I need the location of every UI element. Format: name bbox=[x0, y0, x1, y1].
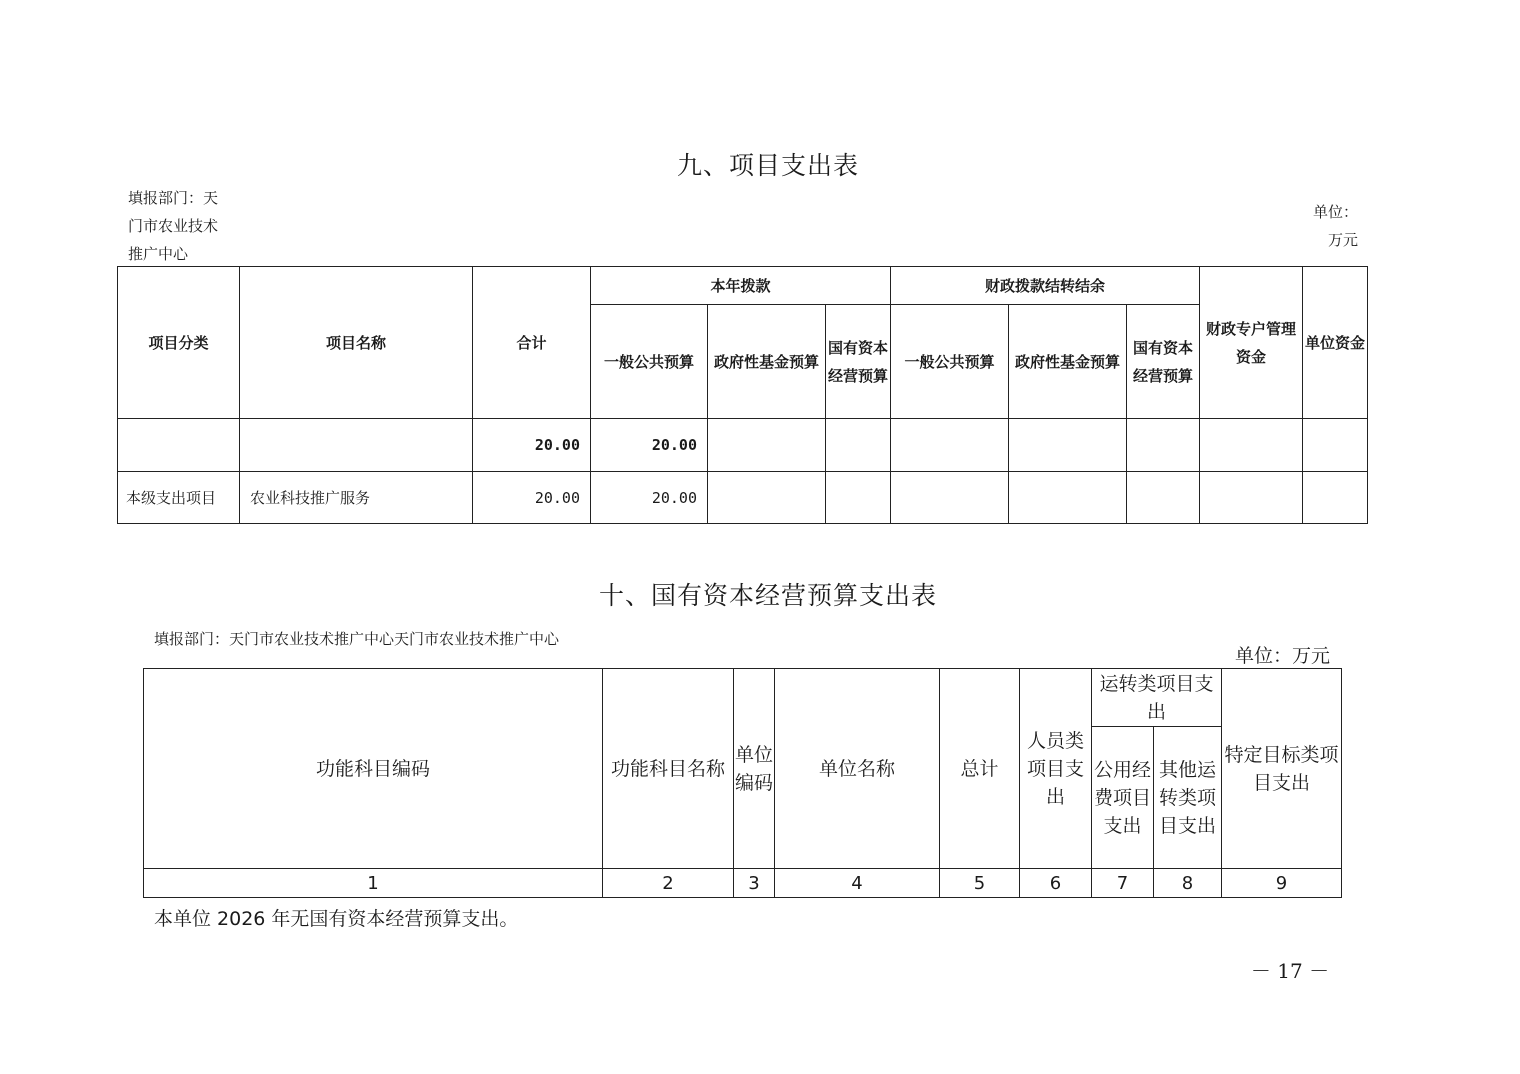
state-capital-expense-table bbox=[143, 668, 1342, 898]
row-cell bbox=[891, 419, 1009, 472]
header-func-name: 功能科目名称 bbox=[603, 669, 734, 869]
section9-dept-line3: 推广中心 bbox=[128, 245, 189, 263]
index-cell: 5 bbox=[940, 869, 1020, 898]
index-cell: 3 bbox=[734, 869, 775, 898]
section9-unit-line1: 单位： bbox=[1312, 203, 1358, 221]
section9-dept bbox=[128, 184, 248, 268]
row-category: 本级支出项目 bbox=[118, 472, 240, 524]
row-total: 20.00 bbox=[473, 419, 591, 472]
header-special-target: 特定目标类项目支出 bbox=[1222, 669, 1342, 869]
row-cell bbox=[1009, 419, 1127, 472]
section9-unit bbox=[1290, 198, 1358, 254]
section10-note: 本单位 2026 年无国有资本经营预算支出。 bbox=[154, 908, 519, 930]
section9-unit-line2: 万元 bbox=[1327, 231, 1358, 249]
row-category bbox=[118, 419, 240, 472]
section10-title: 十、国有资本经营预算支出表 bbox=[598, 581, 937, 610]
section10-dept: 填报部门：天门市农业技术推广中心天门市农业技术推广中心 bbox=[154, 630, 560, 648]
header-public-expense: 公用经费项目支出 bbox=[1092, 727, 1154, 869]
row-cell bbox=[1200, 472, 1303, 524]
index-cell: 2 bbox=[603, 869, 734, 898]
header-current-year: 本年拨款 bbox=[591, 267, 891, 305]
header-category: 项目分类 bbox=[118, 267, 240, 419]
section9-dept-line1: 填报部门：天 bbox=[128, 189, 219, 207]
header-special-fund: 财政专户管理资金 bbox=[1200, 267, 1303, 419]
row-cell bbox=[708, 472, 826, 524]
section9-title: 九、项目支出表 bbox=[676, 151, 859, 180]
header-unit-name: 单位名称 bbox=[775, 669, 940, 869]
header-func-code: 功能科目编码 bbox=[144, 669, 603, 869]
header-gov-fund: 政府性基金预算 bbox=[708, 305, 826, 419]
section9-dept-line2: 门市农业技术 bbox=[128, 217, 219, 235]
index-row bbox=[144, 869, 1342, 898]
page-number: － 17 － bbox=[1250, 959, 1330, 983]
row-cell bbox=[1009, 472, 1127, 524]
header-unit-fund: 单位资金 bbox=[1303, 267, 1368, 419]
row-total: 20.00 bbox=[473, 472, 591, 524]
header-total: 总计 bbox=[940, 669, 1020, 869]
project-expense-table bbox=[117, 266, 1368, 524]
row-cell bbox=[1127, 419, 1200, 472]
header-carryover: 财政拨款结转结余 bbox=[891, 267, 1200, 305]
row-cell bbox=[1303, 472, 1368, 524]
section10-unit: 单位：万元 bbox=[1234, 645, 1330, 667]
index-cell: 1 bbox=[144, 869, 603, 898]
index-cell: 8 bbox=[1154, 869, 1222, 898]
row-name bbox=[240, 419, 473, 472]
header-general-budget: 一般公共预算 bbox=[591, 305, 708, 419]
table-row bbox=[118, 419, 1368, 472]
index-cell: 4 bbox=[775, 869, 940, 898]
index-cell: 6 bbox=[1020, 869, 1092, 898]
header-name: 项目名称 bbox=[240, 267, 473, 419]
header-personnel: 人员类项目支出 bbox=[1020, 669, 1092, 869]
index-cell: 9 bbox=[1222, 869, 1342, 898]
index-cell: 7 bbox=[1092, 869, 1154, 898]
header-total: 合计 bbox=[473, 267, 591, 419]
header-unit-code: 单位编码 bbox=[734, 669, 775, 869]
row-cell bbox=[826, 419, 891, 472]
row-name: 农业科技推广服务 bbox=[240, 472, 473, 524]
header-carry-state-capital: 国有资本经营预算 bbox=[1127, 305, 1200, 419]
row-cell bbox=[708, 419, 826, 472]
row-cell bbox=[891, 472, 1009, 524]
row-cell bbox=[826, 472, 891, 524]
header-carry-general: 一般公共预算 bbox=[891, 305, 1009, 419]
header-other-operation: 其他运转类项目支出 bbox=[1154, 727, 1222, 869]
row-cell bbox=[1303, 419, 1368, 472]
row-cell bbox=[1127, 472, 1200, 524]
header-carry-gov-fund: 政府性基金预算 bbox=[1009, 305, 1127, 419]
table-row bbox=[118, 472, 1368, 524]
row-general: 20.00 bbox=[591, 472, 708, 524]
header-operation: 运转类项目支出 bbox=[1092, 669, 1222, 727]
row-cell bbox=[1200, 419, 1303, 472]
row-general: 20.00 bbox=[591, 419, 708, 472]
header-state-capital: 国有资本经营预算 bbox=[826, 305, 891, 419]
